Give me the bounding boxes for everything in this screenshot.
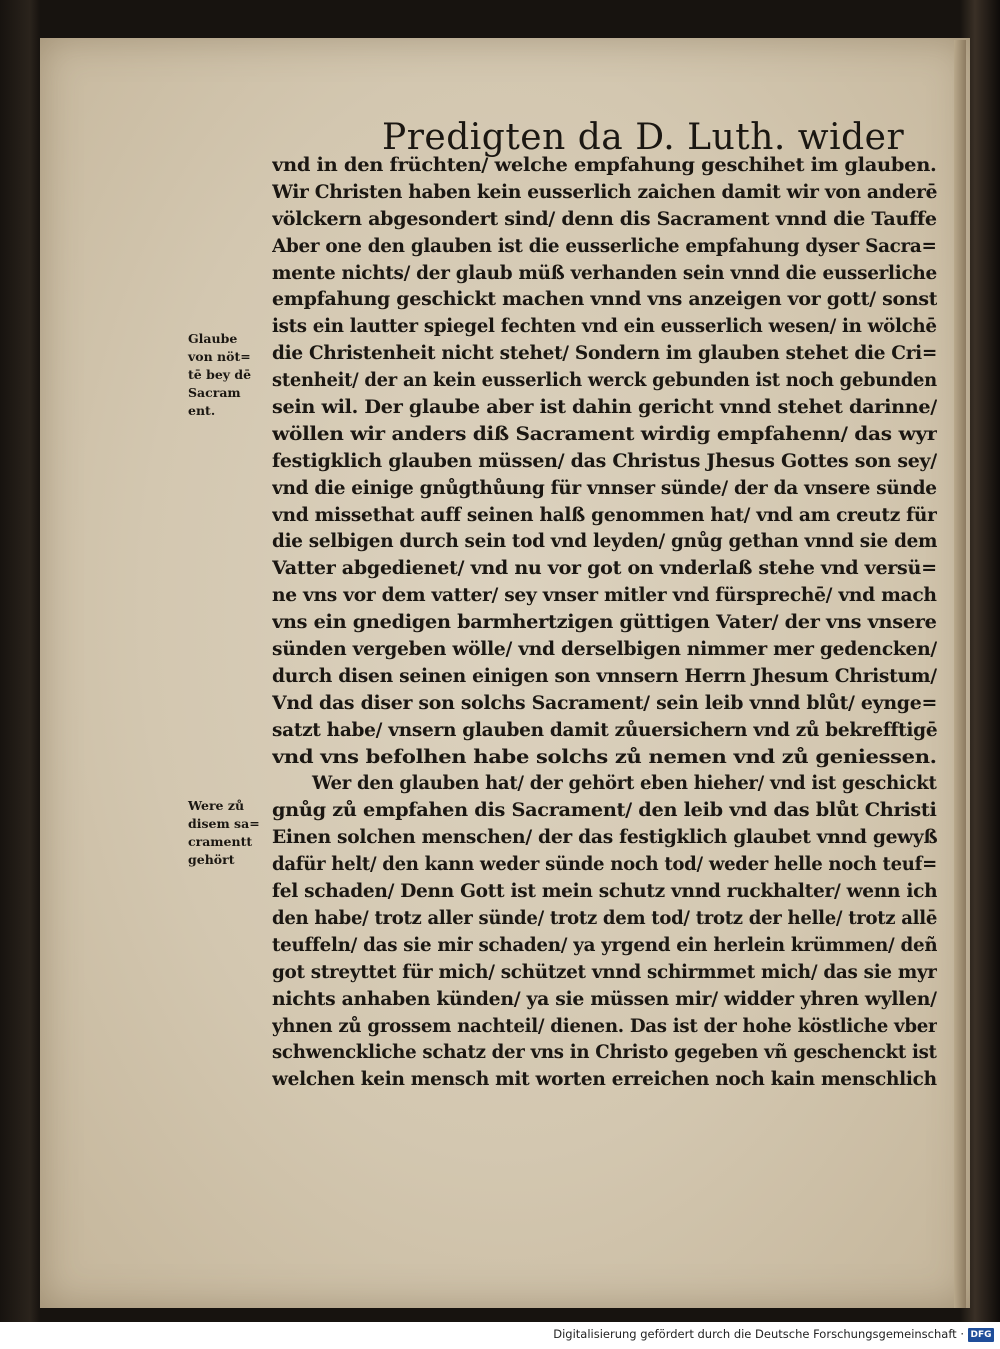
text-line: teuffeln/ das sie mir schaden/ ya yrgend ein herlein krümmen/ deñ xyxy=(272,933,937,956)
text-line: schwenckliche schatz der vns in Christo gegeben vñ geschenckt ist xyxy=(272,1041,937,1064)
text-line: Wer den glauben hat/ der gehört eben hieher/ vnd ist geschickt xyxy=(312,772,937,795)
text-line: ne vns vor dem vatter/ sey vnser mitler vnd fürsprechē/ vnd mach xyxy=(272,584,937,607)
text-line: yhnen zů grossem nachteil/ dienen. Das ist der hohe köstliche vber xyxy=(272,1014,937,1037)
text-line: ists ein lautter spiegel fechten vnd ein eusserlich wesen/ in wölchē xyxy=(272,315,937,338)
text-line: wöllen wir anders diß Sacrament wirdig empfahenn/ das wyr xyxy=(272,422,937,445)
dfg-logo-icon: DFG xyxy=(968,1328,994,1342)
text-line: Vatter abgedienet/ vnd nu vor got on vnderlaß stehe vnd versü= xyxy=(272,557,937,580)
text-line: Wir Christen haben kein eusserlich zaichen damit wir von anderē xyxy=(272,180,937,203)
margin-note-glaube xyxy=(188,330,278,420)
margin-note-line: disem sa= xyxy=(188,816,260,831)
text-line: satzt habe/ vnsern glauben damit zůuersichern vnd zů bekrefftigē xyxy=(272,718,937,741)
text-line: den habe/ trotz aller sünde/ trotz dem tod/ trotz der helle/ trotz allē xyxy=(272,906,937,929)
text-line: stenheit/ der an kein eusserlich werck gebunden ist noch gebunden xyxy=(272,369,937,392)
text-line: völckern abgesondert sind/ denn dis Sacrament vnnd die Tauffe xyxy=(272,207,937,230)
main-text xyxy=(272,152,937,1093)
margin-note-line: von nöt= xyxy=(188,349,251,364)
text-line: Vnd das diser son solchs Sacrament/ sein leib vnnd blůt/ eynge= xyxy=(272,691,937,714)
text-line: sünden vergeben wölle/ vnd derselbigen nimmer mer gedencken/ xyxy=(272,638,937,661)
text-line: die Christenheit nicht stehet/ Sondern im glauben stehet die Cri= xyxy=(272,342,937,365)
text-line: Aber one den glauben ist die eusserliche empfahung dyser Sacra= xyxy=(272,234,937,257)
margin-note-line: cramentt xyxy=(188,834,253,849)
footer-bar xyxy=(0,1322,1000,1349)
margin-note-line: ent. xyxy=(188,403,216,418)
text-line: Einen solchen menschen/ der das festigklich glaubet vnnd gewyß xyxy=(272,826,937,849)
text-line: welchen kein mensch mit worten erreichen noch kain menschlich xyxy=(272,1068,937,1091)
margin-note-line: Sacram xyxy=(188,385,241,400)
text-line: vnd die einige gnůgthůung für vnnser sünde/ der da vnsere sünde xyxy=(272,476,937,499)
text-line: fel schaden/ Denn Gott ist mein schutz vnnd ruckhalter/ wenn ich xyxy=(272,880,937,903)
margin-note-line: Were zů xyxy=(188,798,245,813)
margin-note-were xyxy=(188,797,278,869)
text-line: durch disen seinen einigen son vnnsern Herrn Jhesum Christum/ xyxy=(272,664,937,687)
margin-note-line: Glaube xyxy=(188,331,238,346)
margin-note-line: tē bey dē xyxy=(188,367,252,382)
text-line: empfahung geschickt machen vnnd vns anzeigen vor gott/ sonst xyxy=(272,288,937,311)
text-line: mente nichts/ der glaub müß verhanden sein vnnd die eusserliche xyxy=(272,261,937,284)
margin-note-line: gehört xyxy=(188,852,235,867)
text-line: festigklich glauben müssen/ das Christus Jhesus Gottes son sey/ xyxy=(272,449,937,472)
funding-credit: Digitalisierung gefördert durch die Deutsche Forschungsgemeinschaft · xyxy=(553,1327,964,1341)
text-line: nichts anhaben künden/ ya sie müssen mir/ widder yhren wyllen/ xyxy=(272,987,937,1010)
text-line: vns ein gnedigen barmhertzigen güttigen Vater/ der vns vnsere xyxy=(272,611,937,634)
text-line: die selbigen durch sein tod vnd leyden/ gnůg gethan vnnd sie dem xyxy=(272,530,937,553)
page-edge xyxy=(954,40,966,1308)
running-header: Predigten da D. Luth. wider xyxy=(382,117,905,158)
text-line: got streyttet für mich/ schützet vnnd schirmmet mich/ das sie myr xyxy=(272,960,937,983)
text-line: vnd in den früchten/ welche empfahung geschihet im glauben. xyxy=(272,154,937,176)
text-line: sein wil. Der glaube aber ist dahin gericht vnnd stehet darinne/ xyxy=(272,396,937,419)
text-line: vnd vns befolhen habe solchs zů nemen vnd zů geniessen. xyxy=(272,745,937,768)
text-line: vnd missethat auff seinen halß genommen hat/ vnd am creutz für xyxy=(272,503,937,526)
text-line: gnůg zů empfahen dis Sacrament/ den leib vnd das blůt Christi xyxy=(272,799,937,822)
text-line: dafür helt/ den kann weder sünde noch tod/ weder helle noch teuf= xyxy=(272,853,937,876)
